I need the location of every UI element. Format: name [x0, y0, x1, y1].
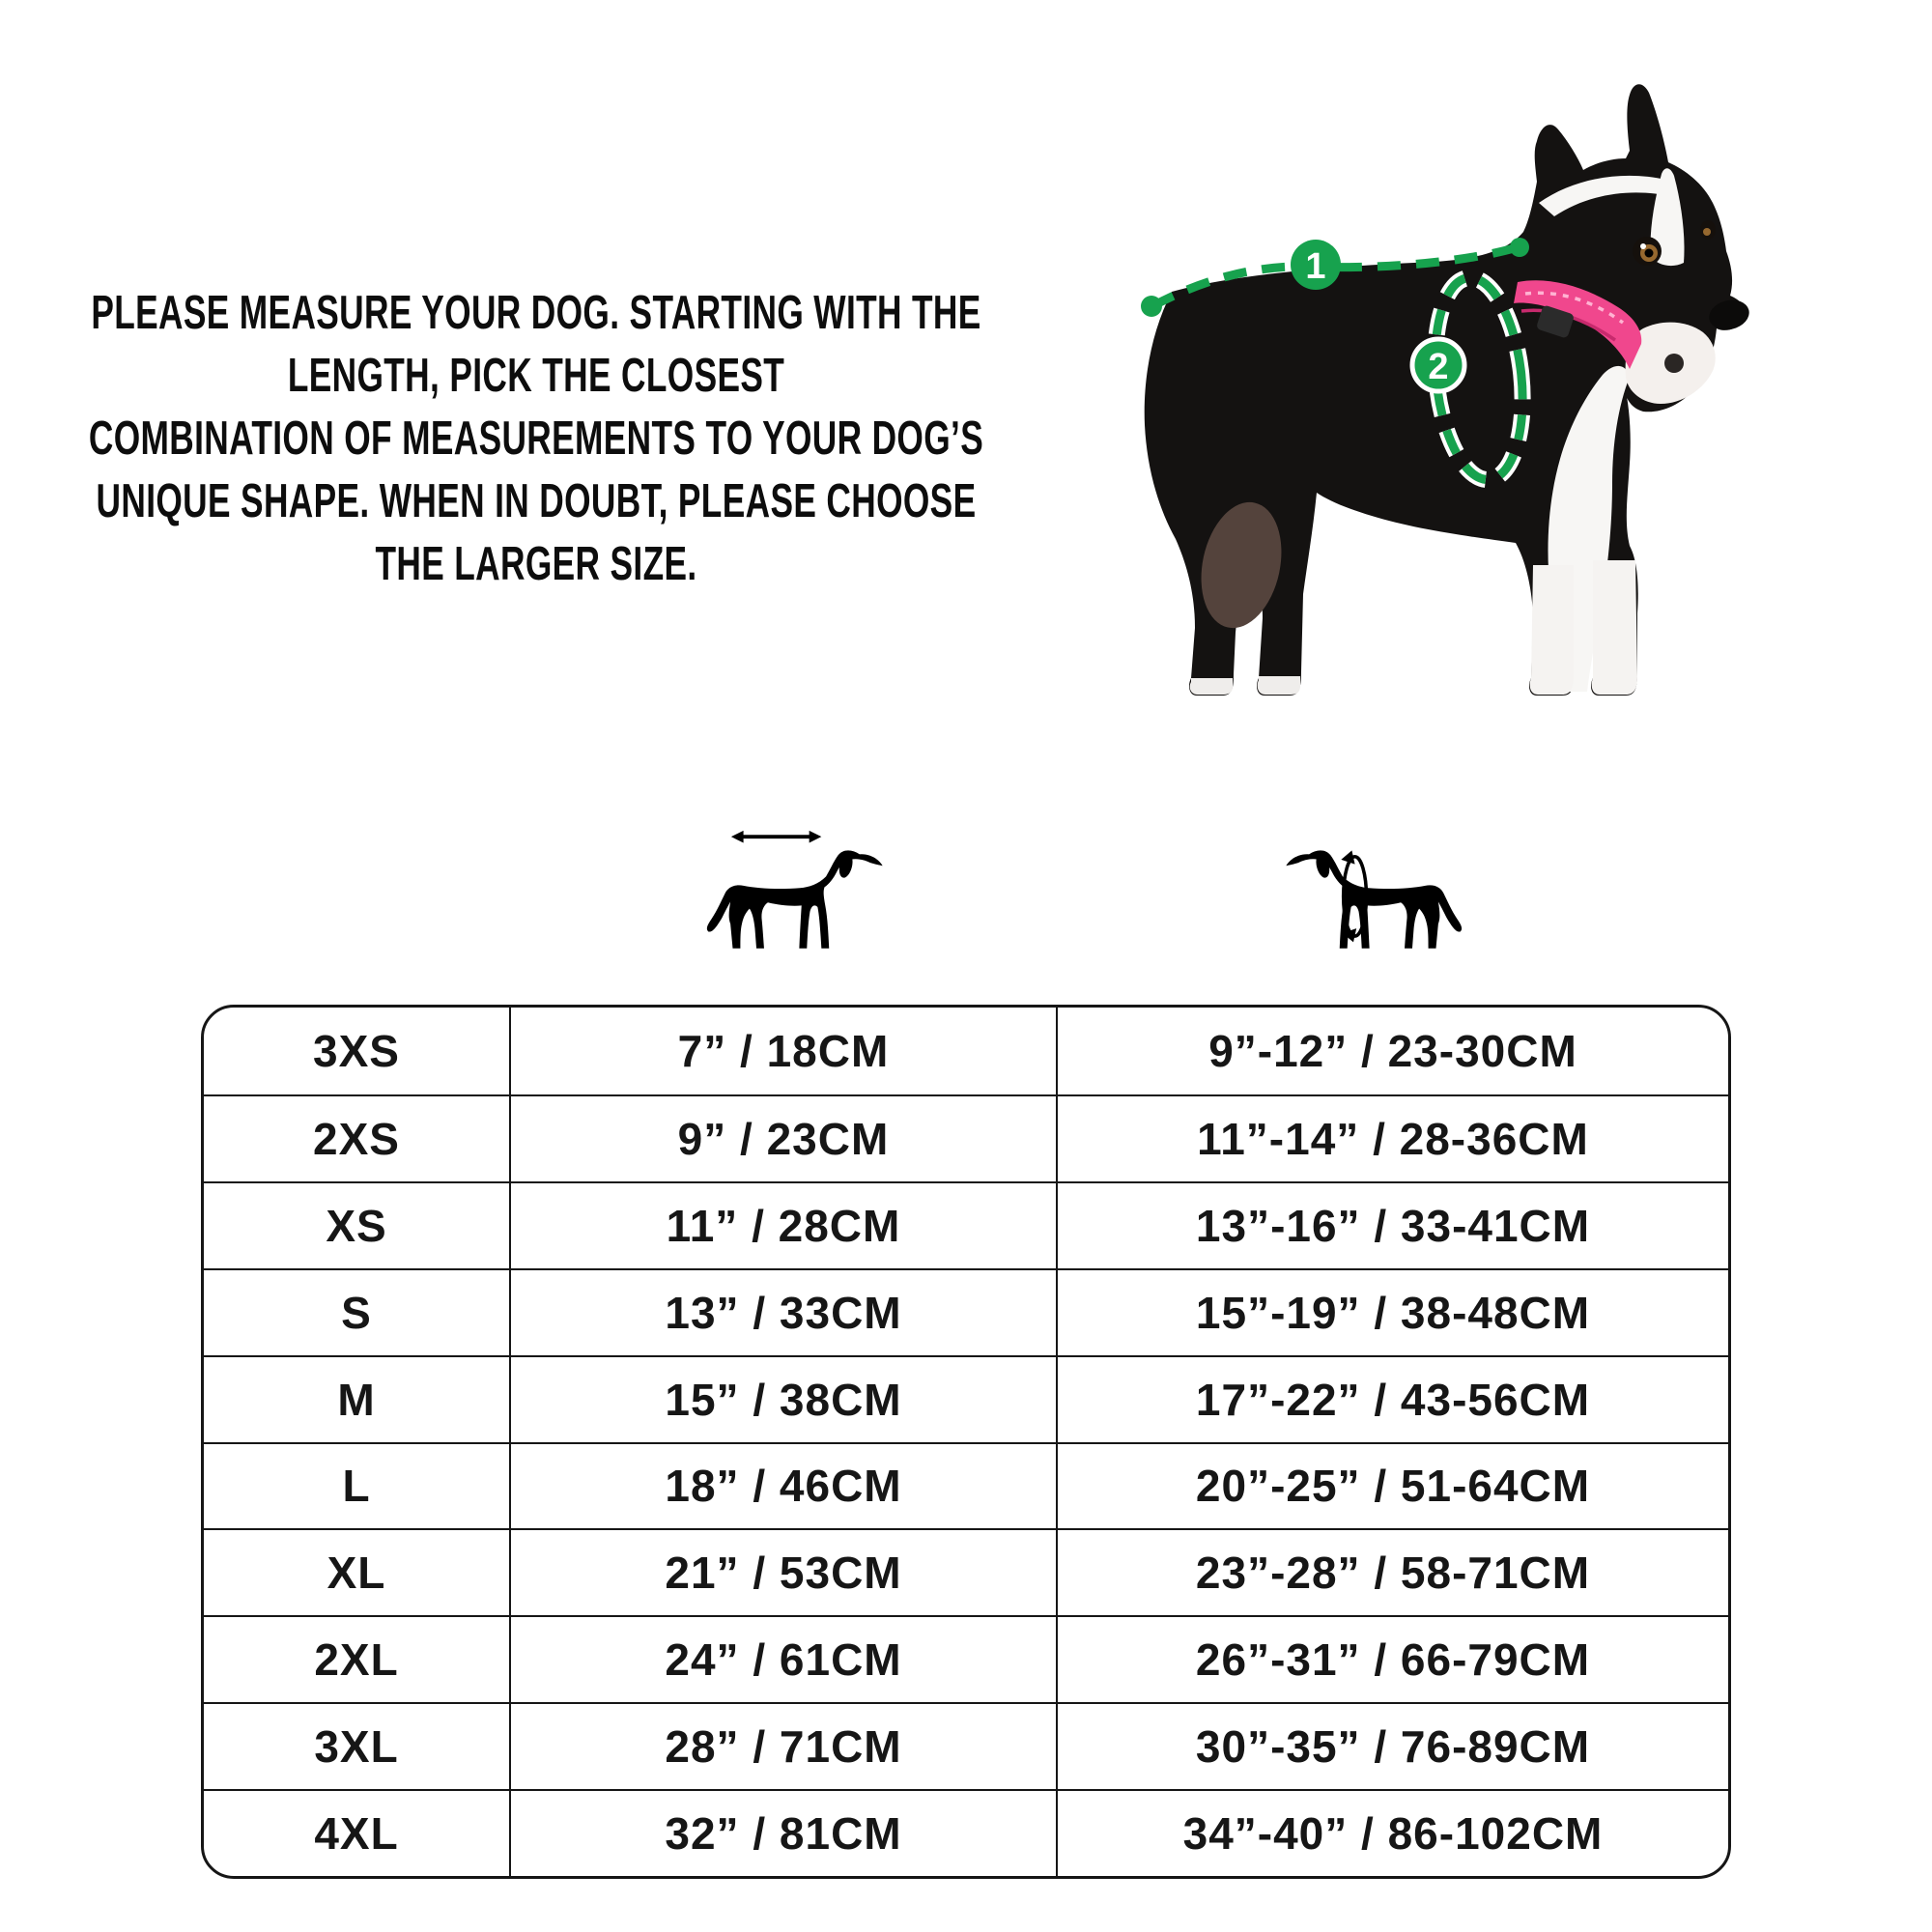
- front-paw-white: [1592, 560, 1637, 695]
- length-cell: 28” / 71CM: [509, 1704, 1056, 1789]
- size-chart-table: [201, 1005, 1731, 1879]
- girth-cell: 23”-28” / 58-71CM: [1056, 1530, 1728, 1615]
- hind-paw-white: [1258, 676, 1300, 695]
- length-cell: 18” / 46CM: [509, 1444, 1056, 1529]
- dog-measurement-figure: [1096, 58, 1763, 773]
- length-line-start-dot: [1141, 296, 1162, 317]
- length-cell: 24” / 61CM: [509, 1617, 1056, 1702]
- size-cell: 2XS: [313, 1113, 400, 1164]
- dog-length-icon: [705, 816, 889, 961]
- size-cell: L: [342, 1461, 371, 1512]
- length-cell: 11” / 28CM: [509, 1183, 1056, 1268]
- table-row: [204, 1702, 1728, 1789]
- length-cell: 21” / 53CM: [509, 1530, 1056, 1615]
- table-row: [204, 1008, 1728, 1094]
- instruction-line: PLEASE MEASURE YOUR DOG. STARTING WITH THE: [91, 287, 981, 339]
- dog-eye-glint: [1640, 243, 1646, 249]
- table-row: [204, 1355, 1728, 1442]
- dog-eye-pupil: [1645, 249, 1654, 258]
- length-cell: 9” / 23CM: [509, 1096, 1056, 1181]
- girth-cell: 34”-40” / 86-102CM: [1056, 1791, 1728, 1876]
- size-cell: XL: [327, 1548, 386, 1599]
- size-cell: S: [341, 1287, 372, 1338]
- girth-cell: 13”-16” / 33-41CM: [1056, 1183, 1728, 1268]
- length-line-end-dot: [1510, 238, 1529, 257]
- front-paw-white: [1530, 565, 1574, 695]
- length-marker-number: 1: [1305, 246, 1326, 287]
- table-row: [204, 1789, 1728, 1876]
- muzzle-freckle: [1664, 354, 1684, 373]
- table-row: [204, 1268, 1728, 1355]
- instruction-line: LENGTH, PICK THE CLOSEST: [287, 350, 785, 402]
- size-cell: 2XL: [314, 1634, 399, 1686]
- dog-girth-icon: [1280, 816, 1463, 961]
- girth-cell: 17”-22” / 43-56CM: [1056, 1357, 1728, 1442]
- size-cell: M: [337, 1374, 376, 1425]
- length-arrow-icon: [731, 831, 821, 843]
- table-row: [204, 1528, 1728, 1615]
- instruction-line: COMBINATION OF MEASUREMENTS TO YOUR DOG’S: [88, 412, 984, 465]
- table-row: [204, 1181, 1728, 1268]
- girth-cell: 11”-14” / 28-36CM: [1056, 1096, 1728, 1181]
- girth-cell: 15”-19” / 38-48CM: [1056, 1270, 1728, 1355]
- size-cell: XS: [326, 1200, 387, 1251]
- girth-cell: 9”-12” / 23-30CM: [1056, 1008, 1728, 1094]
- girth-cell: 26”-31” / 66-79CM: [1056, 1617, 1728, 1702]
- table-row: [204, 1615, 1728, 1702]
- length-cell: 7” / 18CM: [509, 1008, 1056, 1094]
- size-cell: 3XL: [314, 1721, 399, 1773]
- length-cell: 32” / 81CM: [509, 1791, 1056, 1876]
- table-row: [204, 1442, 1728, 1529]
- size-cell: 4XL: [314, 1808, 399, 1860]
- measuring-instructions: [14, 282, 1058, 596]
- length-cell: 15” / 38CM: [509, 1357, 1056, 1442]
- instruction-line: UNIQUE SHAPE. WHEN IN DOUBT, PLEASE CHOOSE: [96, 475, 977, 527]
- girth-marker-number: 2: [1428, 347, 1449, 387]
- length-cell: 13” / 33CM: [509, 1270, 1056, 1355]
- girth-cell: 30”-35” / 76-89CM: [1056, 1704, 1728, 1789]
- table-row: [204, 1094, 1728, 1181]
- dog-far-eye-iris: [1703, 228, 1711, 236]
- hind-paw-white: [1190, 678, 1233, 695]
- instruction-line: THE LARGER SIZE.: [375, 538, 697, 590]
- size-cell: 3XS: [313, 1025, 400, 1076]
- girth-cell: 20”-25” / 51-64CM: [1056, 1444, 1728, 1529]
